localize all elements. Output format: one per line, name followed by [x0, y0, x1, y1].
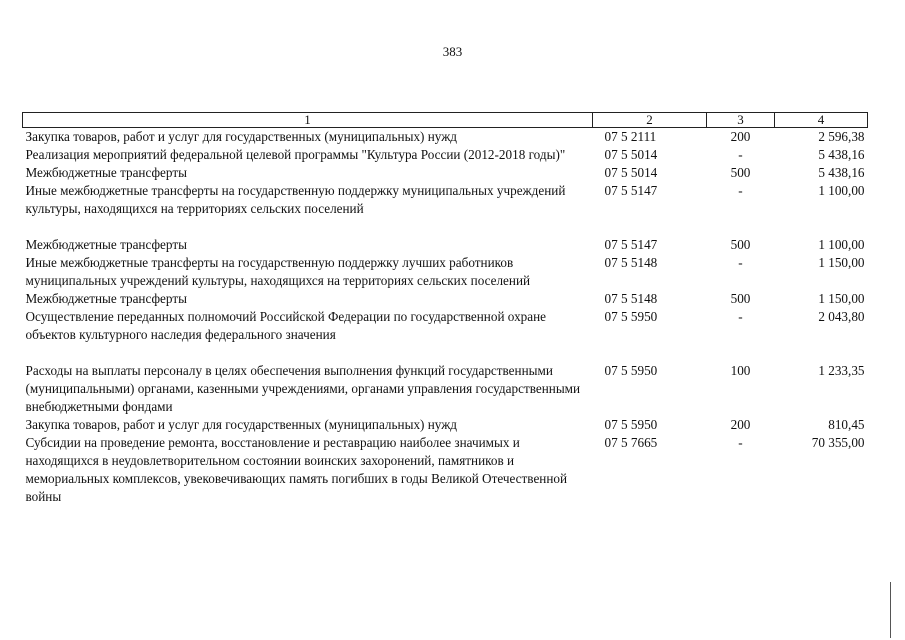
row-name: Межбюджетные трансферты [25, 291, 187, 306]
row-amount: 1 100,00 [818, 237, 865, 252]
row-amount: 1 100,00 [818, 183, 865, 198]
row-code: 07 5 2111 [604, 129, 657, 144]
row-type: - [738, 435, 743, 450]
row-type: 100 [730, 363, 751, 378]
table-row [23, 164, 868, 182]
table-row [23, 182, 868, 236]
row-code: 07 5 5148 [604, 255, 658, 270]
header-col-3: 3 [707, 113, 775, 128]
row-type: - [738, 183, 743, 198]
table-row [23, 308, 868, 362]
row-type: 200 [730, 129, 751, 144]
row-name: Иные межбюджетные трансферты на государственную поддержку муниципальных учреждений культуры, находящихся на территориях сельских поселений [25, 183, 566, 216]
row-code: 07 5 7665 [604, 435, 658, 450]
table-row [23, 290, 868, 308]
budget-table [22, 112, 868, 506]
table-row [23, 236, 868, 254]
row-code: 07 5 5147 [604, 237, 658, 252]
row-name: Осуществление переданных полномочий Российской Федерации по государственной охране объектов культурного наследия федерального значения [25, 309, 547, 342]
row-code: 07 5 5950 [604, 363, 658, 378]
row-code: 07 5 5148 [604, 291, 658, 306]
row-type: - [738, 255, 743, 270]
header-col-2: 2 [593, 113, 707, 128]
table-header [23, 113, 868, 128]
row-name: Закупка товаров, работ и услуг для государственных (муниципальных) нужд [25, 417, 458, 432]
table-row [23, 434, 868, 506]
header-row [23, 113, 868, 128]
row-name: Реализация мероприятий федеральной целевой программы "Культура России (2012-2018 годы)" [25, 147, 566, 162]
scan-edge-line [890, 582, 891, 638]
row-type: 500 [730, 291, 751, 306]
row-code: 07 5 5147 [604, 183, 658, 198]
table-row [23, 254, 868, 290]
row-amount: 1 150,00 [818, 291, 865, 306]
row-amount: 5 438,16 [818, 147, 865, 162]
table-row [23, 416, 868, 434]
row-type: 500 [730, 237, 751, 252]
row-type: 500 [730, 165, 751, 180]
row-amount: 2 596,38 [818, 129, 865, 144]
row-name: Иные межбюджетные трансферты на государственную поддержку лучших работников муниципальных учреждений культуры, находящихся на территориях сельских поселений [25, 255, 531, 288]
row-amount: 5 438,16 [818, 165, 865, 180]
page-number: 383 [442, 44, 463, 59]
table-row [23, 362, 868, 416]
row-code: 07 5 5950 [604, 309, 658, 324]
row-amount: 810,45 [828, 417, 865, 432]
table-body [23, 128, 868, 507]
row-code: 07 5 5014 [604, 165, 658, 180]
row-name: Межбюджетные трансферты [25, 165, 187, 180]
row-amount: 1 233,35 [818, 363, 865, 378]
row-amount: 1 150,00 [818, 255, 865, 270]
row-type: 200 [730, 417, 751, 432]
row-name: Межбюджетные трансферты [25, 237, 187, 252]
row-code: 07 5 5014 [604, 147, 658, 162]
header-col-4: 4 [775, 113, 868, 128]
table-row [23, 128, 868, 147]
row-name: Расходы на выплаты персоналу в целях обеспечения выполнения функций государственными (муниципальными) органами, казенными учреждениями, органами управления государственными внебюджетными фондами [25, 363, 581, 414]
row-type: - [738, 309, 743, 324]
row-amount: 2 043,80 [818, 309, 865, 324]
row-name: Закупка товаров, работ и услуг для государственных (муниципальных) нужд [25, 129, 458, 144]
row-code: 07 5 5950 [604, 417, 658, 432]
row-amount: 70 355,00 [811, 435, 865, 450]
row-name: Субсидии на проведение ремонта, восстановление и реставрацию наиболее значимых и находящихся в неудовлетворительном состоянии воинских захоронений, памятников и мемориальных комплексов, увековечивающих память погибших в годы Великой Отечественной войны [25, 435, 568, 504]
header-col-1: 1 [23, 113, 593, 128]
table-row [23, 146, 868, 164]
row-type: - [738, 147, 743, 162]
